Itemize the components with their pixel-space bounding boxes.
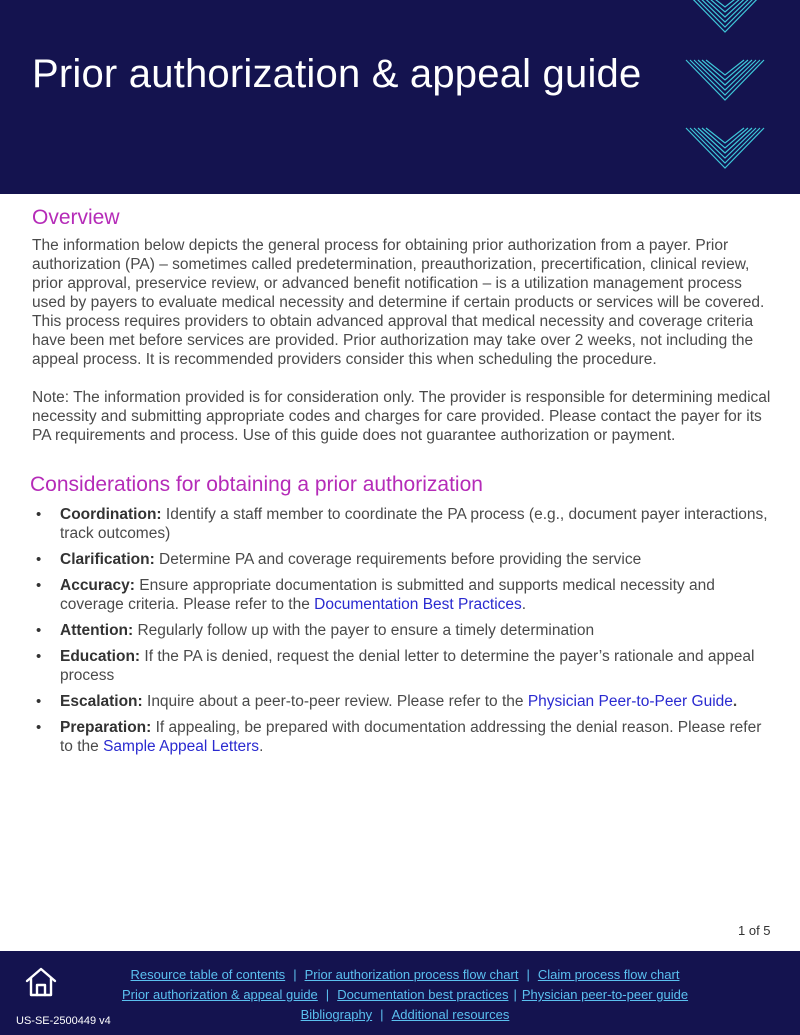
- overview-paragraph: The information below depicts the general process for obtaining prior authorization from a payer. Prior authorization (PA) – sometimes called predetermination, preauthorization, precertification, clinical review, prior approval, preservice review, or advanced benefit notification – is a utilization management process used by payers to evaluate medical necessity and determine if certain products or services will be covered. This process requires providers to obtain advanced approval that medical necessity and coverage criteria have been met before services are provided. Prior authorization may take over 2 weeks, not including the appeal process. It is recommended providers consider this when scheduling the procedure.: [32, 237, 765, 368]
- footer-link-bibliography[interactable]: Bibliography: [300, 1007, 373, 1022]
- list-item-preparation: [32, 718, 772, 756]
- footer-link-documentation-best-practices[interactable]: Documentation best practices: [337, 987, 509, 1002]
- separator: |: [513, 987, 517, 1002]
- bullet-icon: •: [36, 577, 42, 594]
- footer-link-resource-toc[interactable]: Resource table of contents: [130, 967, 286, 982]
- separator: |: [526, 967, 530, 982]
- main-content: [32, 206, 772, 763]
- page-number: 1 of 5: [738, 923, 771, 938]
- home-icon[interactable]: [24, 965, 58, 999]
- list-item-escalation: [32, 692, 772, 711]
- item-text: If appealing, be prepared with documentation addressing the denial reason. Please refer to the: [60, 719, 762, 755]
- bullet-icon: •: [36, 648, 42, 665]
- documentation-best-practices-link[interactable]: Documentation Best Practices: [314, 596, 522, 613]
- footer-links-row-3: [90, 1005, 720, 1025]
- list-item-clarification: [32, 550, 772, 569]
- list-item-attention: [32, 621, 772, 640]
- considerations-heading: Considerations for obtaining a prior authorization: [30, 473, 483, 496]
- footer-link-pa-appeal-guide[interactable]: Prior authorization & appeal guide: [121, 987, 318, 1002]
- bullet-icon: •: [36, 622, 42, 639]
- item-suffix: .: [521, 596, 527, 613]
- separator: |: [293, 967, 297, 982]
- considerations-list: [32, 505, 772, 756]
- page-header: [0, 0, 800, 194]
- page-footer: [0, 951, 800, 1035]
- item-suffix: .: [732, 693, 738, 710]
- footer-link-peer-to-peer-guide[interactable]: Physician peer-to-peer guide: [521, 987, 689, 1002]
- item-text: Ensure appropriate documentation is submitted and supports medical necessity and coverage criteria. Please refer to the: [60, 577, 715, 613]
- item-suffix: .: [259, 738, 264, 755]
- item-term: Coordination:: [60, 506, 162, 523]
- overview-heading: Overview: [32, 206, 120, 229]
- item-term: Attention:: [60, 622, 134, 639]
- bullet-icon: •: [36, 693, 42, 710]
- item-term: Clarification:: [60, 551, 155, 568]
- footer-link-claim-flow-chart[interactable]: Claim process flow chart: [537, 967, 680, 982]
- list-item-accuracy: [32, 576, 772, 614]
- bullet-icon: •: [36, 506, 42, 523]
- physician-peer-to-peer-guide-link[interactable]: Physician Peer-to-Peer Guide: [527, 693, 733, 710]
- bullet-icon: •: [36, 551, 42, 568]
- item-text: Determine PA and coverage requirements before providing the service: [154, 551, 642, 568]
- considerations-section: [30, 473, 772, 756]
- list-item-education: [32, 647, 772, 685]
- item-text: Inquire about a peer-to-peer review. Please refer to the: [142, 693, 528, 710]
- item-term: Escalation:: [60, 693, 143, 710]
- bullet-icon: •: [36, 719, 42, 736]
- item-text: Identify a staff member to coordinate the PA process (e.g., document payer interactions, track outcomes): [60, 506, 768, 542]
- item-term: Education:: [60, 648, 141, 665]
- sample-appeal-letters-link[interactable]: Sample Appeal Letters: [103, 738, 260, 755]
- item-term: Accuracy:: [60, 577, 135, 594]
- document-code: US-SE-2500449 v4: [16, 1015, 111, 1027]
- separator: |: [380, 1007, 384, 1022]
- footer-link-pa-flow-chart[interactable]: Prior authorization process flow chart: [304, 967, 519, 982]
- list-item-coordination: [32, 505, 772, 543]
- footer-navigation: [90, 965, 720, 1025]
- disclaimer-note: Note: The information provided is for consideration only. The provider is responsible for determining medical necessity and submitting appropriate codes and charges for care provided. Please contact the payer for its PA requirements and process. Use of this guide does not guarantee authorization or payment.: [32, 389, 771, 444]
- item-text: If the PA is denied, request the denial letter to determine the payer’s rationale and appeal process: [60, 648, 755, 684]
- item-term: Preparation:: [60, 719, 152, 736]
- item-text: Regularly follow up with the payer to ensure a timely determination: [133, 622, 595, 639]
- chevron-decoration-icon: [680, 0, 770, 188]
- footer-link-additional-resources[interactable]: Additional resources: [391, 1007, 510, 1022]
- page-title: Prior authorization & appeal guide: [32, 52, 642, 96]
- separator: |: [325, 987, 330, 1002]
- footer-links-row-2: [90, 985, 720, 1005]
- footer-links-row-1: [90, 965, 720, 985]
